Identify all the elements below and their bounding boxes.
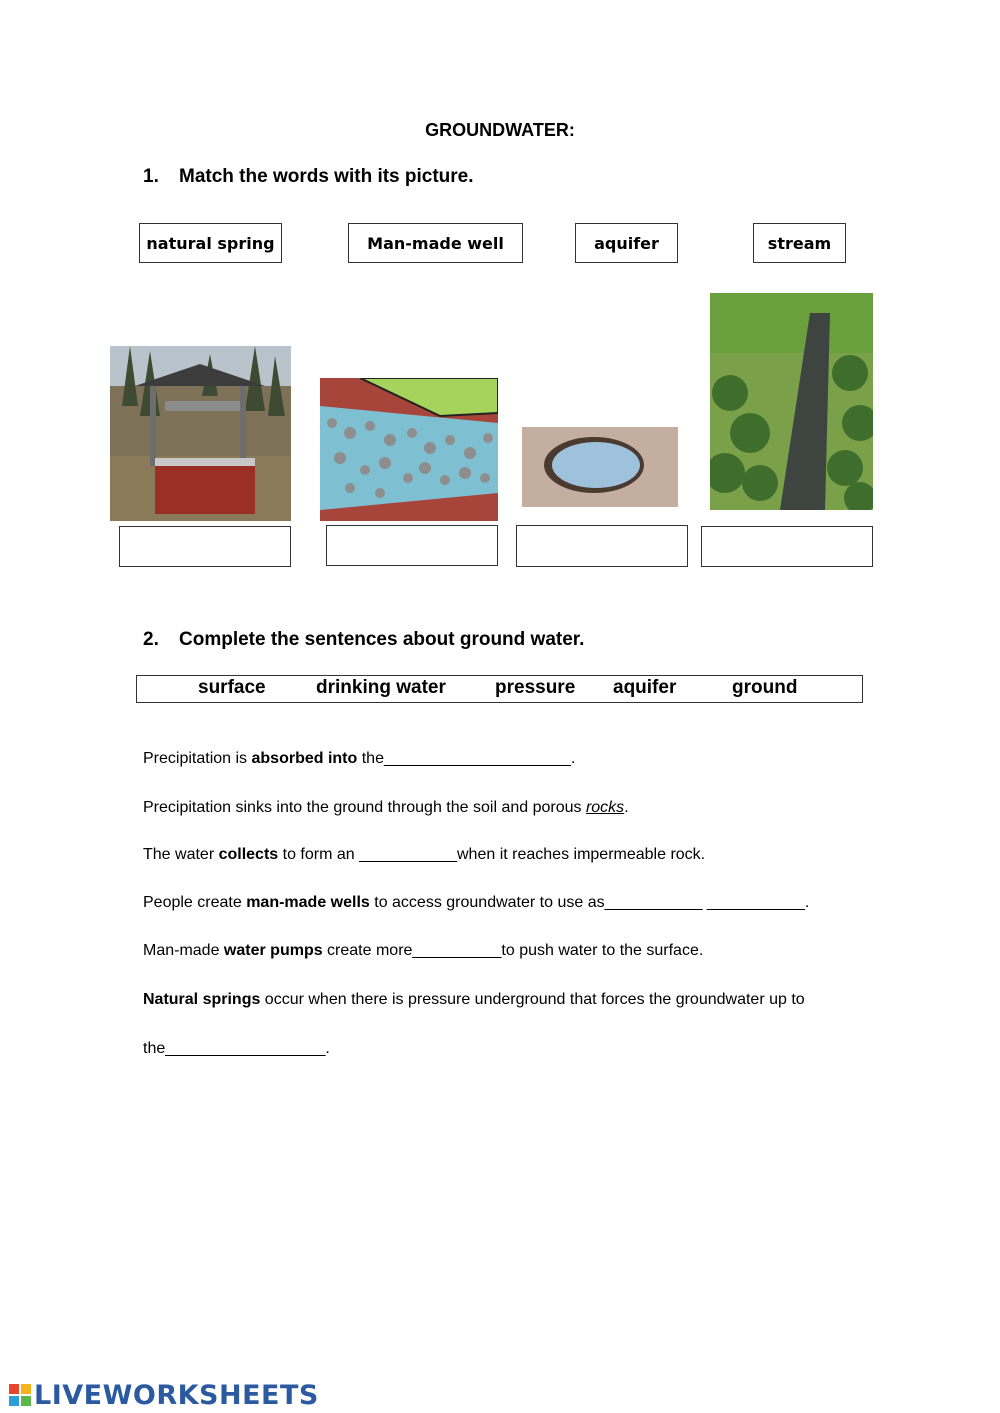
sentence-5: Man-made water pumps create more__________to push water to the surface. [143, 942, 704, 959]
page-title: GROUNDWATER: [425, 120, 575, 140]
question-2 [143, 629, 584, 651]
answer-box-3[interactable] [516, 525, 688, 567]
blank-5[interactable]: __________ [412, 942, 502, 959]
liveworksheets-logo-icon [8, 1383, 32, 1407]
blank-3[interactable]: ___________ [359, 846, 457, 863]
word-bank-item: aquifer [613, 677, 677, 698]
sentence-1: Precipitation is absorbed into the_____________________. [143, 750, 576, 767]
spring-photo [522, 427, 678, 507]
answer-box-2[interactable] [326, 525, 498, 566]
word-card-natural-spring[interactable]: natural spring [139, 223, 282, 263]
sentence-4: People create man-made wells to access groundwater to use as___________ ___________. [143, 894, 810, 911]
question-2-text: Complete the sentences about ground water. [179, 629, 585, 650]
word-card-aquifer[interactable]: aquifer [575, 223, 678, 263]
word-bank-item: drinking water [316, 677, 446, 698]
word-bank-item: pressure [495, 677, 576, 698]
word-card-stream[interactable]: stream [753, 223, 846, 263]
blank-6[interactable]: __________________ [165, 1040, 326, 1057]
answer-box-4[interactable] [701, 526, 873, 567]
sentence-3: The water collects to form an ___________when it reaches impermeable rock. [143, 846, 706, 863]
footer-brand[interactable] [8, 1380, 319, 1410]
answer-box-1[interactable] [119, 526, 291, 567]
sentence-6-continued: the__________________. [143, 1040, 330, 1057]
aquifer-diagram [320, 378, 498, 521]
word-card-man-made-well[interactable]: Man-made well [348, 223, 523, 263]
blank-4[interactable]: ___________ ___________ [604, 894, 805, 911]
question-1 [143, 166, 474, 188]
blank-1[interactable]: _____________________ [383, 750, 571, 767]
stream-photo [710, 293, 873, 510]
question-2-number: 2. [143, 629, 159, 650]
brand-name: LIVEWORKSHEETS [34, 1379, 319, 1411]
word-bank [136, 675, 863, 703]
sentence-6: Natural springs occur when there is pressure underground that forces the groundwater up to [143, 991, 805, 1008]
question-1-number: 1. [143, 166, 159, 187]
question-1-text: Match the words with its picture. [179, 166, 474, 187]
word-bank-item: ground [732, 677, 798, 698]
word-bank-item: surface [198, 677, 266, 698]
well-photo [110, 346, 291, 521]
sentence-2: Precipitation sinks into the ground through the soil and porous rocks. [143, 799, 629, 816]
